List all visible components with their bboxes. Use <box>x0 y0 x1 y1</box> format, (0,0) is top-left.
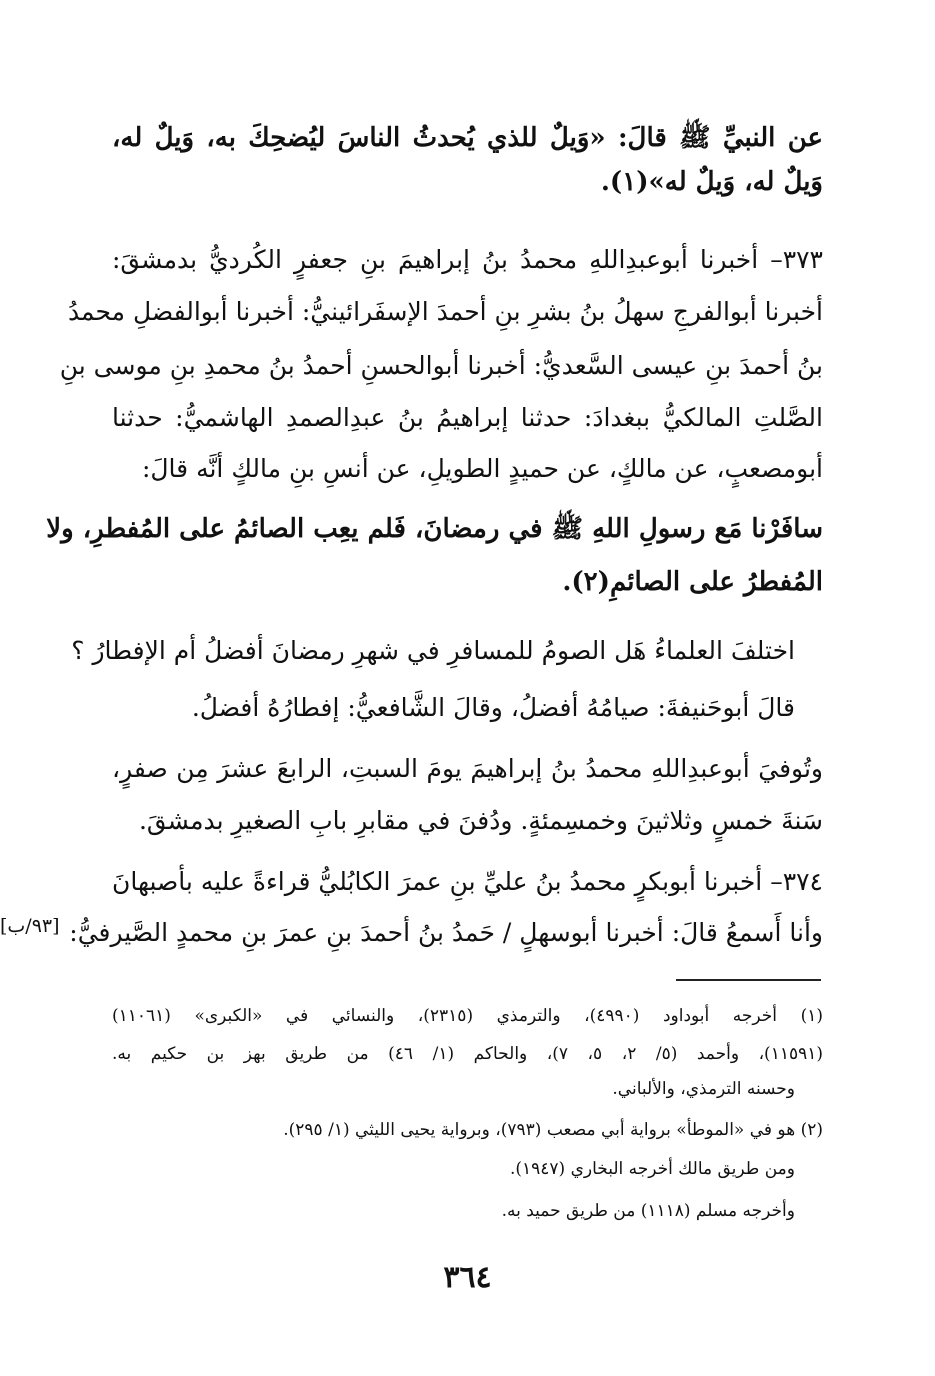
hadith-line: وَيلٌ له، وَيلٌ له»(١). <box>600 167 823 197</box>
hadith-line: عن النبيِّ ﷺ قالَ: «وَيلٌ للذي يُحدثُ الناسَ ليُضحِكَ به، وَيلٌ له، <box>112 123 823 153</box>
commentary-line: قالَ أبوحَنيفةَ: صيامُهُ أفضلُ، وقالَ الشَّافعيُّ: إفطارُهُ أفضلُ. <box>191 693 795 722</box>
commentary-line: اختلفَ العلماءُ هَل الصومُ للمسافرِ في شهرِ رمضانَ أفضلُ أم الإفطارُ ؟ <box>71 636 795 665</box>
death-note-line: سَنةَ خمسٍ وثلاثينَ وخمسِمئةٍ. ودُفنَ في مقابرِ بابِ الصغيرِ بدمشقَ. <box>138 806 823 835</box>
footnote-line: (٢) هو في «الموطأ» برواية أبي مصعب (٧٩٣)، وبرواية يحيى الليثي (١/ ٢٩٥). <box>283 1120 823 1140</box>
folio-margin-note: [٩٣/ب] <box>0 915 60 937</box>
isnad-line: ٣٧٤– أخبرنا أبوبكرٍ محمدُ بنُ عليِّ بنِ عمرَ الكابُليُّ قراءةً عليه بأصبهانَ <box>112 867 823 896</box>
death-note-line: وتُوفيَ أبوعبدِاللهِ محمدُ بنُ إبراهيمَ يومَ السبتِ، الرابعَ عشرَ مِن صفرٍ، <box>112 754 823 783</box>
footnote-line: (١) أخرجه أبوداود (٤٩٩٠)، والترمذي (٢٣١٥)، والنسائي في «الكبرى» (١١٠٦١) <box>112 1006 823 1026</box>
isnad-line: أخبرنا أبوالفرجِ سهلُ بنُ بشرِ بنِ أحمدَ الإسفَرائينيُّ: أخبرنا أبوالفضلِ محمدُ <box>67 297 823 326</box>
hadith-line: سافَرْنا مَع رسولِ اللهِ ﷺ في رمضانَ، فَلم يعِب الصائمُ على المُفطرِ، ولا <box>46 514 823 544</box>
footnote-divider <box>676 979 821 981</box>
hadith-line: المُفطرُ على الصائمِ(٢). <box>562 567 823 597</box>
page-number: ٣٦٤ <box>443 1260 492 1295</box>
isnad-line: ٣٧٣– أخبرنا أبوعبدِاللهِ محمدُ بنُ إبراهيمَ بنِ جعفرٍ الكُرديُّ بدمشقَ: <box>112 245 823 274</box>
isnad-line: الصَّلتِ المالكيُّ ببغدادَ: حدثنا إبراهيمُ بنُ عبدِالصمدِ الهاشميُّ: حدثنا <box>112 403 823 432</box>
footnote-line: وأخرجه مسلم (١١١٨) من طريق حميد به. <box>501 1201 795 1221</box>
footnote-line: (١١٥٩١)، وأحمد (٥/ ٢، ٥، ٧)، والحاكم (١/ ٤٦) من طريق بهز بن حكيم به. <box>112 1044 823 1064</box>
footnote-line: ومن طريق مالك أخرجه البخاري (١٩٤٧). <box>509 1159 795 1179</box>
footnote-line: وحسنه الترمذي، والألباني. <box>612 1079 795 1099</box>
isnad-line: وأنا أَسمعُ قالَ: أخبرنا أبوسهلٍ / حَمدُ بنُ أحمدَ بنِ عمرَ بنِ محمدٍ الصَّيرفيُّ: <box>69 918 823 947</box>
isnad-line: أبومصعبٍ، عن مالكٍ، عن حميدٍ الطويلِ، عن أنسِ بنِ مالكٍ أنَّه قالَ: <box>141 454 823 483</box>
isnad-line: بنُ أحمدَ بنِ عيسى السَّعديُّ: أخبرنا أبوالحسنِ أحمدُ بنُ محمدِ بنِ موسى بنِ <box>59 351 823 380</box>
